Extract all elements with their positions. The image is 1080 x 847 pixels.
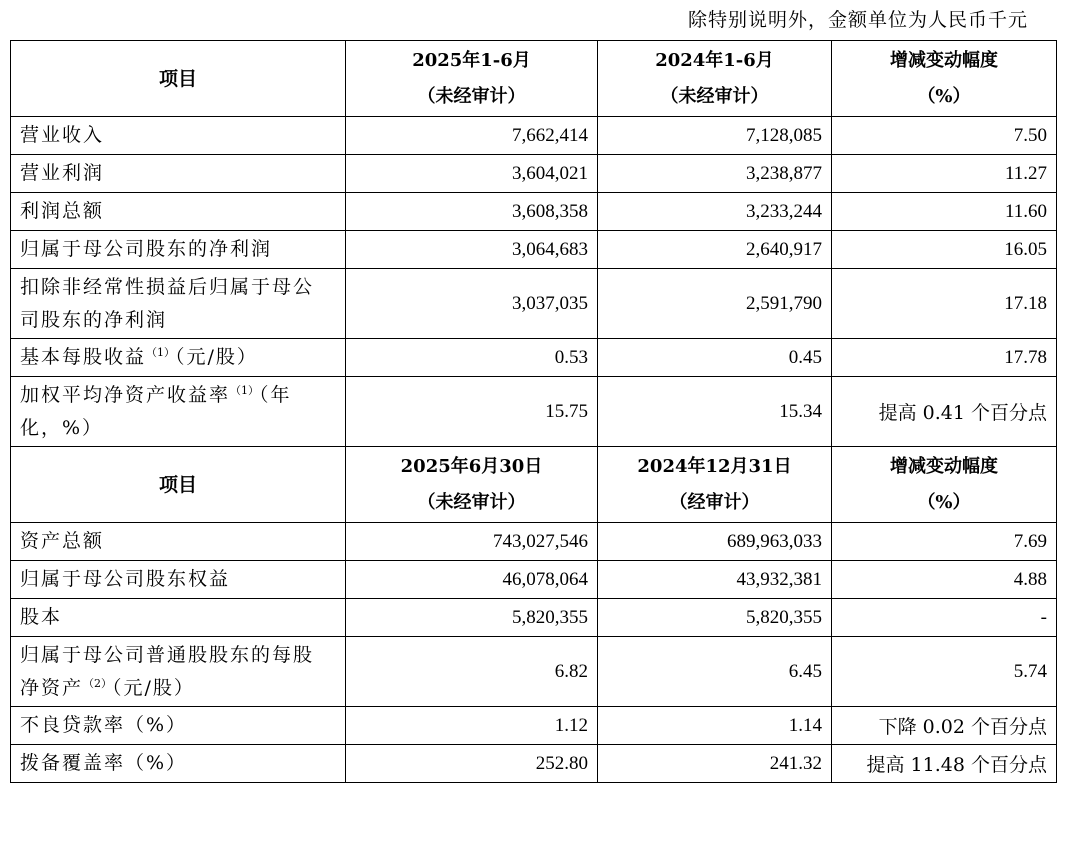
- period-header-row: [11, 41, 1057, 117]
- table-row: [11, 155, 1057, 193]
- change-value: 4.88: [832, 561, 1057, 599]
- row-label-line1: [20, 379, 336, 412]
- row-label: 资产总额: [11, 523, 346, 561]
- balance-change-header: [832, 447, 1057, 523]
- change-value: 提高 11.48 个百分点: [832, 745, 1057, 783]
- row-label-text: 基本每股收益: [20, 346, 147, 368]
- table-row: [11, 599, 1057, 637]
- row-label: [11, 637, 346, 707]
- period-col2-title: 2024年1-6月: [655, 49, 774, 71]
- row-label-text: 加权平均净资产收益率: [20, 383, 231, 406]
- table-row: [11, 231, 1057, 269]
- financial-summary-table: [10, 40, 1057, 783]
- period-col1-audit: （未经审计）: [417, 85, 526, 107]
- row-label: [11, 377, 346, 447]
- table-row: [11, 193, 1057, 231]
- value-2024: 0.45: [598, 339, 832, 377]
- row-label-text: 净资产: [20, 676, 84, 699]
- table-row: [11, 339, 1057, 377]
- change-value: 11.27: [832, 155, 1057, 193]
- change-value: 17.18: [832, 269, 1057, 339]
- value-2025: 3,037,035: [346, 269, 598, 339]
- value-2024: 3,233,244: [598, 193, 832, 231]
- value-2025: 1.12: [346, 707, 598, 745]
- row-label: 拨备覆盖率（%）: [11, 745, 346, 783]
- footnote-marker: （2）: [83, 676, 113, 690]
- unit-note: 除特别说明外，金额单位为人民币千元: [687, 9, 1028, 31]
- value-2024: 689,963,033: [598, 523, 832, 561]
- balance-col1-title: 2025年6月30日: [400, 455, 543, 477]
- row-label: 归属于母公司股东的净利润: [11, 231, 346, 269]
- period-col1-title: 2025年1-6月: [412, 49, 531, 71]
- table-row: [11, 561, 1057, 599]
- value-2025: 6.82: [346, 637, 598, 707]
- row-label-unit: （元/股）: [175, 346, 258, 368]
- table-row: [11, 117, 1057, 155]
- row-label: [11, 339, 346, 377]
- value-2024: 1.14: [598, 707, 832, 745]
- row-label-line1: 扣除非经常性损益后归属于母公: [20, 275, 315, 298]
- row-label-line2: [20, 672, 336, 705]
- table-row: [11, 377, 1057, 447]
- change-value: -: [832, 599, 1057, 637]
- table-row: [11, 707, 1057, 745]
- change-value: 11.60: [832, 193, 1057, 231]
- row-label-unit: （年: [259, 383, 292, 406]
- value-2024: 241.32: [598, 745, 832, 783]
- value-2025: 15.75: [346, 377, 598, 447]
- value-2025: 0.53: [346, 339, 598, 377]
- value-2024: 43,932,381: [598, 561, 832, 599]
- balance-header-row: [11, 447, 1057, 523]
- balance-col2-audit: （经审计）: [669, 491, 760, 513]
- row-label: 利润总额: [11, 193, 346, 231]
- period-col1-header: [346, 41, 598, 117]
- change-value: 5.74: [832, 637, 1057, 707]
- value-2024: 2,640,917: [598, 231, 832, 269]
- row-label-line2: 化，%）: [20, 416, 104, 439]
- row-label-line1: 归属于母公司普通股股东的每股: [20, 643, 315, 666]
- row-label: [11, 269, 346, 339]
- period-col2-audit: （未经审计）: [660, 85, 769, 107]
- balance-col2-header: [598, 447, 832, 523]
- row-label: 归属于母公司股东权益: [11, 561, 346, 599]
- table-row: [11, 745, 1057, 783]
- value-2024: 2,591,790: [598, 269, 832, 339]
- item-header: 项目: [11, 41, 346, 117]
- change-value: 17.78: [832, 339, 1057, 377]
- footnote-marker: （1）: [146, 346, 176, 359]
- value-2024: 5,820,355: [598, 599, 832, 637]
- value-2025: 252.80: [346, 745, 598, 783]
- row-label: 不良贷款率（%）: [11, 707, 346, 745]
- row-label: 营业利润: [11, 155, 346, 193]
- table-row: [11, 523, 1057, 561]
- item-header: 项目: [11, 447, 346, 523]
- balance-col2-title: 2024年12月31日: [637, 455, 792, 477]
- table-row: [11, 269, 1057, 339]
- value-2025: 3,064,683: [346, 231, 598, 269]
- change-value: 下降 0.02 个百分点: [832, 707, 1057, 745]
- period-change-header: [832, 41, 1057, 117]
- period-change-unit: （%）: [917, 85, 971, 107]
- balance-col1-audit: （未经审计）: [417, 491, 526, 513]
- value-2024: 3,238,877: [598, 155, 832, 193]
- footnote-marker: （1）: [230, 383, 260, 397]
- row-label: 股本: [11, 599, 346, 637]
- value-2025: 3,604,021: [346, 155, 598, 193]
- balance-change-unit: （%）: [917, 491, 971, 513]
- change-value: 提高 0.41 个百分点: [832, 377, 1057, 447]
- period-change-title: 增减变动幅度: [890, 49, 998, 71]
- row-label: 营业收入: [11, 117, 346, 155]
- value-2024: 6.45: [598, 637, 832, 707]
- balance-col1-header: [346, 447, 598, 523]
- value-2025: 46,078,064: [346, 561, 598, 599]
- row-label-unit: （元/股）: [112, 676, 195, 699]
- value-2024: 15.34: [598, 377, 832, 447]
- period-col2-header: [598, 41, 832, 117]
- value-2025: 5,820,355: [346, 599, 598, 637]
- value-2025: 3,608,358: [346, 193, 598, 231]
- change-value: 7.50: [832, 117, 1057, 155]
- table-row: [11, 637, 1057, 707]
- change-value: 7.69: [832, 523, 1057, 561]
- row-label-line2: 司股东的净利润: [20, 308, 168, 331]
- change-value: 16.05: [832, 231, 1057, 269]
- value-2025: 7,662,414: [346, 117, 598, 155]
- value-2025: 743,027,546: [346, 523, 598, 561]
- value-2024: 7,128,085: [598, 117, 832, 155]
- balance-change-title: 增减变动幅度: [890, 455, 998, 477]
